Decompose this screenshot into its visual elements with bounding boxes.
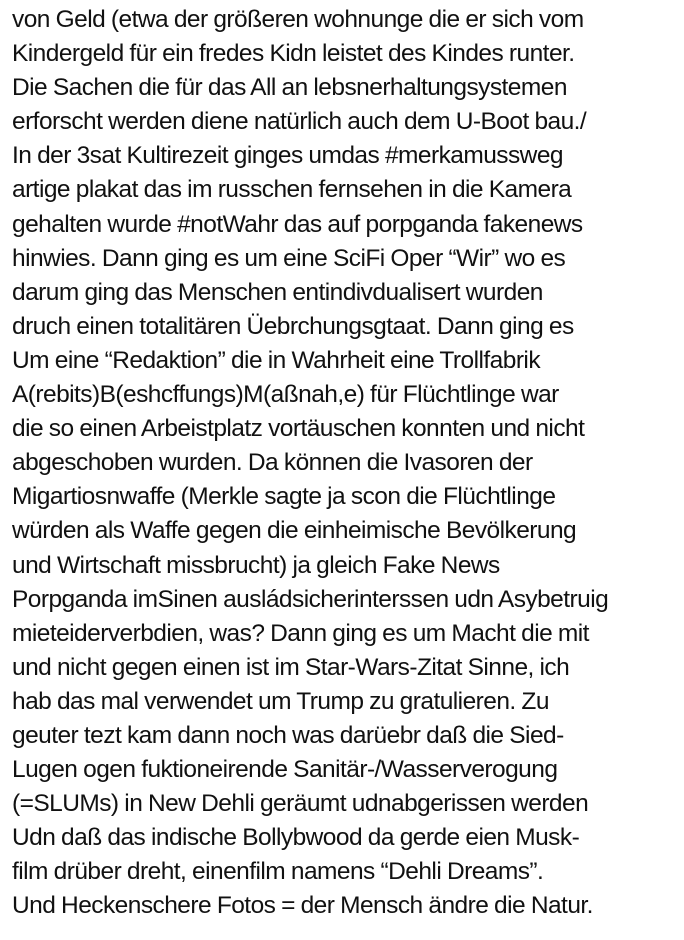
- text-line: Die Sachen die für das All an lebsnerhaltungsystemen: [12, 74, 567, 102]
- text-line: hab das mal verwendet um Trump zu gratulieren. Zu: [12, 687, 549, 715]
- text-line: film drüber dreht, einenfilm namens “Dehli Dreams”.: [12, 858, 544, 886]
- text-line: von Geld (etwa der größeren wohnunge die er sich vom: [12, 6, 584, 33]
- text-line: die so einen Arbeistplatz vortäuschen konnten und nicht: [12, 415, 585, 443]
- text-line: Migartiosnwaffe (Merkle sagte ja scon die Flüchtlinge: [12, 483, 556, 511]
- text-line: gehalten wurde #notWahr das auf porpganda fakenews: [12, 210, 583, 238]
- text-line: A(rebits)B(eshcffungs)M(aßnah,e) für Flüchtlinge war: [12, 381, 559, 409]
- text-line: Und Heckenschere Fotos = der Mensch ändre die Natur.: [12, 892, 593, 920]
- text-line: artige plakat das im russchen fernsehen in die Kamera: [12, 176, 572, 204]
- text-line: (=SLUMs) in New Dehli geräumt udnabgerissen werden: [12, 790, 589, 818]
- text-line: erforscht werden diene natürlich auch dem U-Boot bau./: [12, 108, 587, 136]
- body-text: [12, 3, 682, 924]
- text-line: druch einen totalitären Üebrchungsgtaat. Dann ging es: [12, 312, 574, 340]
- text-line: und Wirtschaft missbrucht) ja gleich Fake News: [12, 551, 500, 579]
- text-line: Kindergeld für ein fredes Kidn leistet des Kindes runter.: [12, 40, 575, 68]
- text-line: würden als Waffe gegen die einheimische Bevölkerung: [12, 517, 577, 545]
- text-line: mieteiderverbdien, was? Dann ging es um Macht die mit: [12, 619, 589, 647]
- text-line: Um eine “Redaktion” die in Wahrheit eine Trollfabrik: [12, 346, 541, 374]
- text-line: Udn daß das indische Bollybwood da gerde eien Musk-: [12, 824, 580, 852]
- text-line: darum ging das Menschen entindivdualisert wurden: [12, 278, 543, 306]
- text-line: Porpganda imSinen ausládsicherinterssen udn Asybetruig: [12, 585, 609, 613]
- text-line: In der 3sat Kultirezeit ginges umdas #merkamussweg: [12, 142, 563, 170]
- text-line: geuter tezt kam dann noch was darüebr daß die Sied-: [12, 721, 564, 749]
- text-line: Lugen ogen fuktioneirende Sanitär-/Wasserverogung: [12, 756, 558, 784]
- text-line: abgeschoben wurden. Da können die Ivasoren der: [12, 449, 533, 477]
- text-line: hinwies. Dann ging es um eine SciFi Oper “Wir” wo es: [12, 244, 566, 272]
- text-line: und nicht gegen einen ist im Star-Wars-Zitat Sinne, ich: [12, 653, 570, 681]
